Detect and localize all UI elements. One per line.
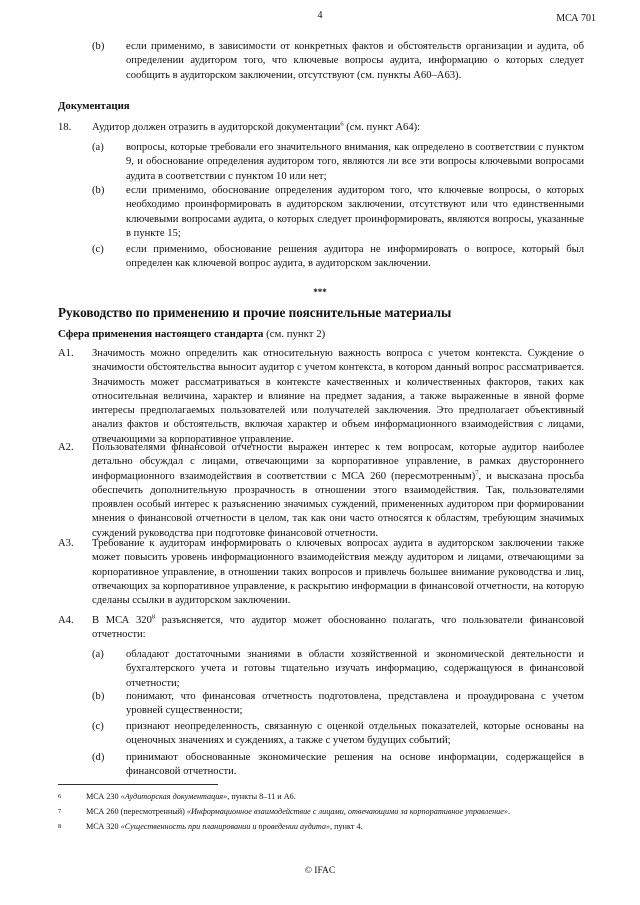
paragraph-number: А1. [58, 348, 74, 359]
paragraph-a4 [58, 614, 584, 644]
section-separator: *** [313, 287, 327, 297]
list-label: (a) [92, 649, 104, 660]
list-label: (a) [92, 142, 104, 153]
list-item-a [58, 141, 584, 186]
footnote-number: 8 [58, 823, 62, 830]
paragraph-number: А3. [58, 538, 74, 549]
list-text: принимают обоснованные экономические решения на основе информации, содержащейся в финансовой отчетности. [126, 752, 584, 778]
paragraph-number: А4. [58, 615, 74, 626]
list-text: обладают достаточными знаниями в области хозяйственной и экономической деятельности и бухгалтерского учета и готовы тщательно изучать информацию, содержащуюся в финансовой отчетности; [126, 649, 584, 689]
footnote-text: МСА 230 «Аудиторская документация», пункты 8–11 и А6. [86, 792, 296, 801]
paragraph-a3 [58, 537, 584, 611]
list-label: (c) [92, 721, 104, 732]
standard-code: МСА 701 [556, 13, 596, 24]
paragraph-text: Аудитор должен отразить в аудиторской документации$^6$ (см. пункт А64): [92, 120, 421, 133]
paragraph-text: Значимость можно определить как относительную важность вопроса с учетом контекста. Суждение о значимости обстоятельства выносит аудитор с учетом контекста, в котором данный вопрос рассматривается. Значимость может рассматриваться в контексте качественных и количественных факторов, таких как относительная величина, характер и влияние на предмет задания, а также выраженные в явной форме интересы предполагаемых пользователей или получателей заключения. Это предполагает объективный анализ фактов и обстоятельств, включая характер и объем информационного взаимодействия с лицами, отвечающими за корпоративное управление. [92, 348, 584, 445]
paragraph-number: 18. [58, 122, 72, 133]
list-text: если применимо, обоснование определения аудитором того, что ключевые вопросы, о которых необходимо проинформировать в аудиторском заключении, отсутствуют или что единственными ключевыми вопросами аудита, о которых следует проинформировать, являются вопросы, указанные в пункте 15; [126, 185, 584, 239]
paragraph-text: Пользователями финансовой отчетности выражен интерес к тем вопросам, которые аудитор наиболее детально обсуждал с лицами, отвечающими за корпоративное управление, в рамках двустороннего информационного взаимодействия в соответствии с МСА 260 (пересмотренным)$^7$, и высказана просьба обеспечить дополнительную прозрачность в отношении этого взаимодействия. Так, пользователями проявлен особый интерес к разъяснению значимых суждений, примененных аудитором при формировании мнения о финансовой отчетности в целом, так как они часто относятся к областям, требующим значимых суждений руководства при подготовке финансовой отчетности. [92, 442, 584, 539]
subsection-heading-scope: Сфера применения настоящего стандарта (см. пункт 2) [58, 328, 326, 340]
list-item-a4-b [58, 690, 584, 720]
list-text: понимают, что финансовая отчетность подготовлена, представлена и проаудирована с учетом уровней существенности; [126, 691, 584, 717]
list-item-c [58, 243, 584, 273]
list-label: (c) [92, 244, 104, 255]
list-text: если применимо, обоснование решения аудитора не информировать о вопросе, который был определен как ключевой вопрос аудита, в аудиторском заключении. [126, 244, 584, 270]
list-text: если применимо, в зависимости от конкретных фактов и обстоятельств организации и аудита, об определении аудитором того, что ключевые вопросы аудита, информацию о которых следует сообщить в аудиторском заключении, отсутствуют (см. пункты А60–А63). [126, 41, 584, 81]
footnote-divider [58, 784, 218, 785]
page-number: 4 [317, 10, 323, 21]
section-heading-guidance: Руководство по применению и прочие пояснительные материалы [58, 305, 452, 320]
list-label: (d) [92, 752, 105, 763]
paragraph-a2 [58, 441, 584, 539]
footnote-number: 7 [58, 808, 62, 815]
footnote-number: 6 [58, 793, 62, 800]
paragraph-a1 [58, 347, 584, 445]
list-item-a4-d [58, 751, 584, 781]
section-heading-documentation: Документация [58, 100, 130, 112]
page-footer: © IFAC [304, 866, 336, 876]
footnote-8 [58, 821, 598, 832]
list-label: (b) [92, 185, 105, 196]
list-label: (b) [92, 41, 105, 52]
paragraph-number: А2. [58, 442, 74, 453]
list-label: (b) [92, 691, 105, 702]
paragraph-text: Требование к аудиторам информировать о ключевых вопросах аудита в аудиторском заключении также может повысить уровень информационного взаимодействия между аудитором и лицами, отвечающими за корпоративное управление, в отношении таких вопросов и привлечь большее внимание руководства и лиц, отвечающих за корпоративное управление, к раскрытию информации в финансовой отчетности, на которую сделаны ссылки в аудиторском заключении. [92, 538, 584, 607]
footnote-text: МСА 320 «Существенность при планировании и проведении аудита», пункт 4. [86, 822, 363, 831]
list-item-a4-c [58, 720, 584, 750]
footnote-7 [58, 806, 598, 817]
footnote-text: МСА 260 (пересмотренный) «Информационное взаимодействие с лицами, отвечающими за корпоративное управление». [86, 807, 511, 816]
paragraph-18 [58, 121, 584, 136]
list-item-b-top [58, 40, 584, 85]
list-text: признают неопределенность, связанную с оценкой отдельных показателей, которые основаны на оценочных значениях и суждениях, а также с учетом будущих событий; [126, 721, 584, 747]
list-item-a4-a [58, 648, 584, 693]
footnote-6 [58, 791, 598, 802]
list-item-b [58, 184, 584, 244]
list-text: вопросы, которые требовали его значительного внимания, как определено в соответствии с пунктом 9, и обоснование определения аудитором того, являются ли все эти вопросы ключевыми вопросами аудита в соответствии с пунктом 10 или нет; [126, 142, 584, 182]
paragraph-text: В МСА $320^8$ разъясняется, что аудитор может обоснованно полагать, что пользователи финансовой отчетности: [92, 613, 584, 641]
